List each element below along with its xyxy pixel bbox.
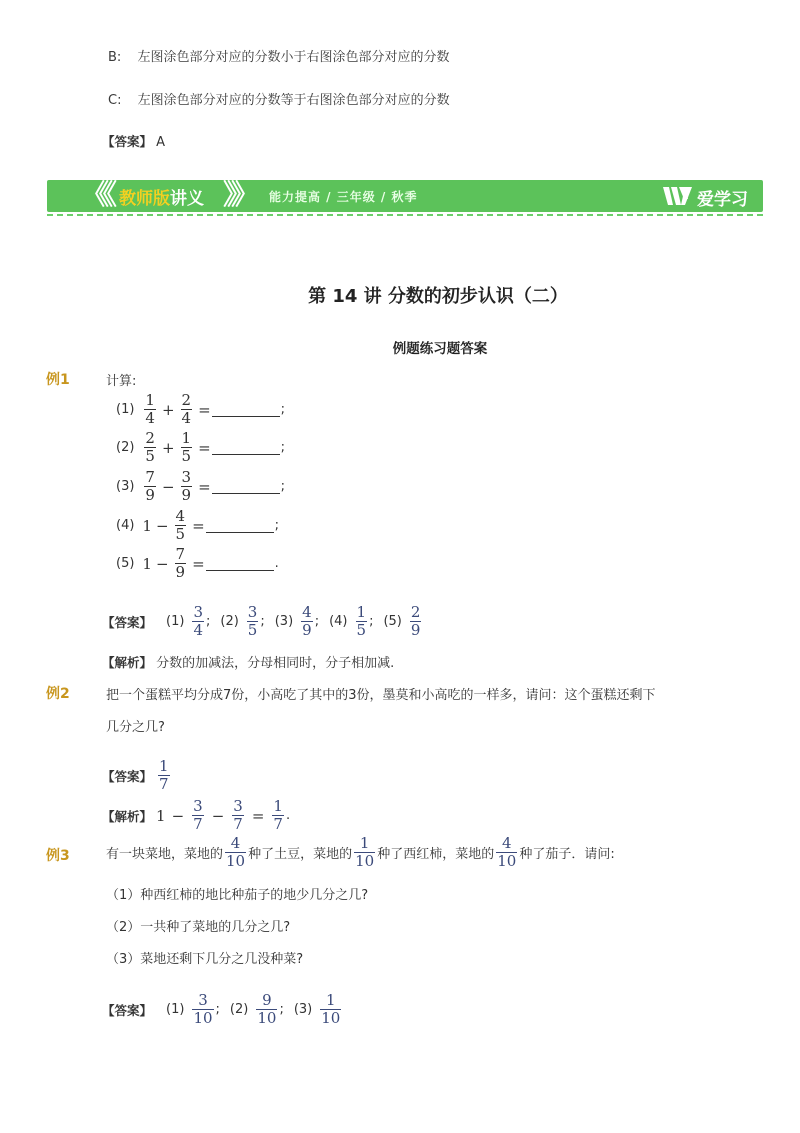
fraction: $\frac{4}{10}$ [226, 834, 246, 870]
operator: − [171, 806, 185, 825]
chevron-right-icon: 》》 [223, 178, 254, 211]
banner-subtitle: 能力提高 / 三年级 / 秋季 [269, 190, 418, 204]
example-2-line2: 几分之几? [106, 720, 165, 735]
option-b-text: 左图涂色部分对应的分数小于右图涂色部分对应的分数 [137, 50, 450, 65]
ex1-item-5 [116, 546, 279, 581]
equals: = [192, 516, 205, 535]
fraction: $\frac{2}{5}$ [145, 429, 155, 465]
fraction: $\frac{7}{9}$ [145, 468, 155, 504]
operator: − [161, 477, 175, 496]
stem-text: 种了西红柿，菜地的 [377, 847, 495, 862]
stem-text: 种了土豆，菜地的 [248, 847, 353, 862]
answer-fraction: $\frac{3}{5}$ [247, 603, 258, 639]
answer-value: A [156, 135, 166, 150]
fraction: $\frac{3}{7}$ [193, 797, 203, 833]
option-c-text: 左图涂色部分对应的分数等于右图涂色部分对应的分数 [137, 93, 450, 108]
item-index: (3) [116, 479, 135, 494]
chevron-left-icon: 《《 [81, 178, 112, 211]
answer-index: (5) [383, 614, 402, 629]
option-c [108, 89, 450, 108]
punct: ; [280, 402, 286, 417]
logo-text: 爱学习 [697, 190, 748, 210]
ex3-question-1: （1）种西红柿的地比种茄子的地少几分之几? [106, 888, 369, 903]
ex3-answer [102, 992, 343, 1027]
answer-index: (2) [220, 614, 239, 629]
example-1-label: 例1 [46, 372, 70, 388]
fraction: $\frac{3}{7}$ [233, 797, 243, 833]
fraction: $\frac{1}{5}$ [181, 429, 192, 465]
ex3-question-3: （3）菜地还剩下几分之几没种菜? [106, 952, 304, 967]
ex2-answer [102, 758, 172, 793]
ex1-analysis [102, 652, 394, 671]
option-b-letter: B: [108, 50, 122, 65]
equals: = [198, 400, 211, 419]
punct: . [274, 556, 279, 571]
answer-index: (2) [229, 1002, 249, 1017]
ex1-item-4 [116, 508, 279, 543]
fraction: $\frac{4}{10}$ [497, 834, 517, 870]
page-title: 第 14 讲 分数的初步认识（二） [308, 286, 568, 307]
option-b [108, 46, 449, 65]
answer-blank [212, 402, 280, 417]
prev-answer [102, 132, 165, 150]
answer-fraction: $\frac{3}{4}$ [193, 603, 203, 639]
sep: ; [215, 1002, 220, 1017]
operator: + [161, 400, 175, 419]
answer-blank [212, 440, 280, 455]
answer-blank [206, 518, 274, 533]
example-2-line1: 把一个蛋糕平均分成7份，小高吃了其中的3份，墨莫和小高吃的一样多，请问：这个蛋糕还剩下 [106, 688, 656, 703]
stem-text: 种了茄子．请问: [519, 847, 615, 862]
example-2-label: 例2 [46, 686, 70, 702]
equals: = [198, 438, 211, 457]
answer-label: 【答案】 [102, 768, 153, 784]
answer-fraction: $\frac{4}{9}$ [302, 603, 312, 639]
analysis-label: 【解析】 [102, 808, 153, 824]
sep: ; [279, 1002, 284, 1017]
example-3-stem [106, 835, 615, 870]
banner-title [119, 184, 204, 209]
answer-fraction: $\frac{2}{9}$ [410, 603, 421, 639]
banner-title-part2: 讲义 [170, 189, 204, 209]
answer-index: (1) [166, 1002, 185, 1017]
equals: = [192, 554, 205, 573]
ex2-analysis [102, 798, 290, 833]
fraction: $\frac{4}{5}$ [175, 507, 186, 543]
ex1-item-3 [116, 469, 285, 504]
example-3-label: 例3 [46, 848, 70, 864]
header-banner [47, 180, 763, 212]
fraction: $\frac{2}{4}$ [181, 391, 192, 427]
equals: = [251, 806, 265, 825]
answer-label: 【答案】 [102, 1002, 153, 1018]
ex1-item-1 [116, 392, 285, 427]
answer-blank [212, 479, 280, 494]
ex3-question-2: （2）一共种了菜地的几分之几? [106, 920, 291, 935]
brand-logo [661, 183, 761, 209]
logo-mark-icon [661, 183, 695, 209]
ex1-answer [102, 604, 423, 639]
analysis-text: 分数的加减法，分母相同时，分子相加减. [156, 656, 395, 671]
item-index: (1) [116, 402, 135, 417]
analysis-label: 【解析】 [102, 655, 153, 670]
answer-index: (3) [293, 1002, 313, 1017]
ex1-item-2 [116, 430, 285, 465]
banner-divider [47, 214, 763, 216]
fraction: $\frac{3}{9}$ [181, 468, 192, 504]
fraction: $\frac{1}{10}$ [355, 834, 375, 870]
operator: − [211, 806, 225, 825]
operator: + [161, 438, 175, 457]
operator: − [155, 554, 169, 573]
sep: ; [369, 614, 374, 629]
punct: ; [274, 518, 280, 533]
answer-fraction: $\frac{3}{10}$ [193, 991, 213, 1027]
answer-blank [206, 556, 274, 571]
fraction: $\frac{1}{4}$ [145, 391, 155, 427]
answer-fraction: $\frac{1}{7}$ [159, 757, 169, 793]
page-subtitle: 例题练习题答案 [392, 341, 488, 357]
whole-number: 1 [142, 516, 152, 535]
answer-fraction: $\frac{1}{10}$ [321, 991, 341, 1027]
sep: ; [260, 614, 265, 629]
item-index: (2) [116, 440, 135, 455]
punct: . [285, 808, 291, 823]
fraction: $\frac{7}{9}$ [175, 545, 186, 581]
stem-text: 有一块菜地，菜地的 [106, 847, 224, 862]
equals: = [198, 477, 211, 496]
answer-label: 【答案】 [102, 134, 153, 149]
answer-index: (1) [166, 614, 185, 629]
item-index: (4) [116, 518, 135, 533]
option-c-letter: C: [108, 93, 122, 108]
fraction: $\frac{1}{7}$ [273, 797, 283, 833]
punct: ; [280, 479, 286, 494]
answer-fraction: $\frac{1}{5}$ [356, 603, 367, 639]
whole-number: 1 [156, 806, 166, 825]
answer-label: 【答案】 [102, 614, 153, 630]
answer-index: (3) [274, 614, 294, 629]
answer-fraction: $\frac{9}{10}$ [257, 991, 277, 1027]
operator: − [155, 516, 169, 535]
sep: ; [205, 614, 211, 629]
example-1-prompt: 计算: [106, 374, 137, 389]
banner-title-part1: 教师版 [119, 189, 170, 209]
whole-number: 1 [142, 554, 152, 573]
sep: ; [314, 614, 320, 629]
answer-index: (4) [329, 614, 348, 629]
punct: ; [280, 440, 286, 455]
item-index: (5) [116, 556, 135, 571]
